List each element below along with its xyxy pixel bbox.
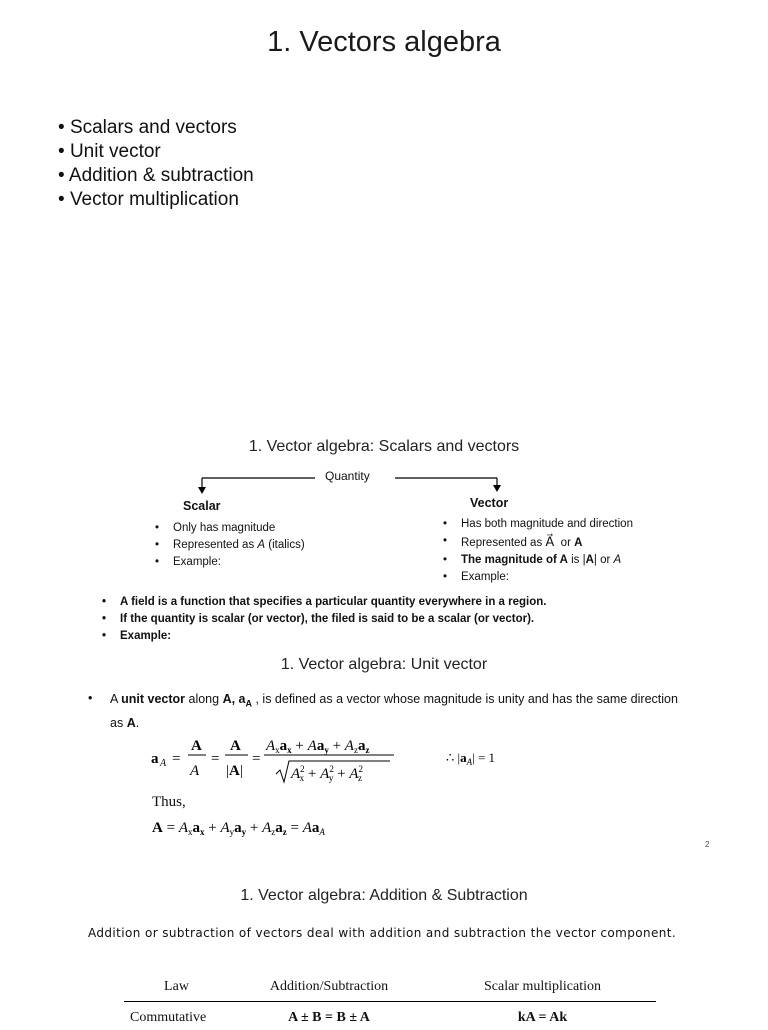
vector-item: • The magnitude of A is |A| or A bbox=[443, 552, 693, 569]
svg-text:=: = bbox=[211, 751, 219, 767]
svg-text:=: = bbox=[172, 751, 180, 767]
topic-item: • Scalars and vectors bbox=[58, 116, 254, 140]
page-number: 2 bbox=[705, 840, 709, 849]
section-title-unit-vector: 1. Vector algebra: Unit vector bbox=[0, 656, 768, 674]
field-item: • Example: bbox=[102, 628, 702, 645]
vector-item: • Example: bbox=[443, 569, 693, 586]
topic-item: • Addition & subtraction bbox=[58, 164, 254, 188]
section-title-addition: 1. Vector algebra: Addition & Subtraction bbox=[0, 887, 768, 905]
svg-text:A: A bbox=[230, 738, 241, 754]
svg-text:|A|: |A| bbox=[226, 763, 243, 779]
scalar-item: • Only has magnitude bbox=[155, 520, 355, 537]
svg-text:Axax + Aay + Azaz: $A_xa_x + Aa_y + A_za_z$ bbox=[265, 738, 369, 755]
quantity-label: Quantity bbox=[325, 469, 370, 483]
vector-properties bbox=[443, 516, 693, 586]
unit-vector-statement: • A unit vector along A, $a_A$ , is defined as a vector whose magnitude is unity and has the same direction as A. bbox=[88, 690, 678, 733]
vector-laws-table bbox=[124, 975, 656, 1030]
table-cell: Commutative bbox=[124, 1002, 229, 1030]
scalar-properties bbox=[155, 520, 355, 571]
svg-text:A2x + A2y + A2z: $A^2$ $x + A^2$ $y + A^2$ z bbox=[290, 764, 363, 783]
topic-item: • Unit vector bbox=[58, 140, 254, 164]
table-header: Addition/Subtraction bbox=[229, 975, 429, 1002]
svg-text:A = Axax + Ayay + Azaz = AaA: $A = A_xa_x + A_ya_y + A_za_z = Aa_A$ bbox=[152, 820, 325, 837]
scalar-item: • Represented as A (italics) bbox=[155, 537, 355, 554]
table-cell: kA = Ak bbox=[429, 1002, 656, 1030]
vector-item: • Represented as A⃗ or A bbox=[443, 533, 693, 552]
field-item: • A field is a function that specifies a particular quantity everywhere in a region. bbox=[102, 594, 702, 611]
svg-text:A: A bbox=[189, 763, 200, 779]
field-item: • If the quantity is scalar (or vector), the filed is said to be a scalar (or vector). bbox=[102, 611, 702, 628]
topic-list bbox=[58, 116, 254, 212]
slide-title: 1. Vectors algebra bbox=[0, 26, 768, 59]
svg-text:A: A bbox=[191, 738, 202, 754]
vector-components-formula bbox=[150, 814, 410, 840]
svg-text:A: A bbox=[159, 758, 167, 769]
table-header: Scalar multiplication bbox=[429, 975, 656, 1002]
thus-label: Thus, bbox=[152, 794, 186, 811]
scalar-item: • Example: bbox=[155, 554, 355, 571]
scalar-label: Scalar bbox=[183, 499, 221, 513]
addition-paragraph: Addition or subtraction of vectors deal with addition and subtraction the vector component. bbox=[88, 925, 680, 941]
table-cell: A ± B = B ± A bbox=[229, 1002, 429, 1030]
field-definition-list bbox=[102, 594, 702, 645]
table-row bbox=[124, 1002, 656, 1030]
vector-label: Vector bbox=[470, 496, 508, 510]
svg-text:∴ |aA| = 1: ∴ $|a_A| = 1$ bbox=[446, 750, 495, 767]
topic-item: • Vector multiplication bbox=[58, 188, 254, 212]
table-header-row bbox=[124, 975, 656, 1002]
table-header: Law bbox=[124, 975, 229, 1002]
section-title-scalars: 1. Vector algebra: Scalars and vectors bbox=[0, 438, 768, 456]
vector-item: • Has both magnitude and direction bbox=[443, 516, 693, 533]
svg-text:a: a bbox=[151, 751, 159, 767]
svg-text:=: = bbox=[252, 751, 260, 767]
unit-vector-formula bbox=[148, 732, 548, 788]
